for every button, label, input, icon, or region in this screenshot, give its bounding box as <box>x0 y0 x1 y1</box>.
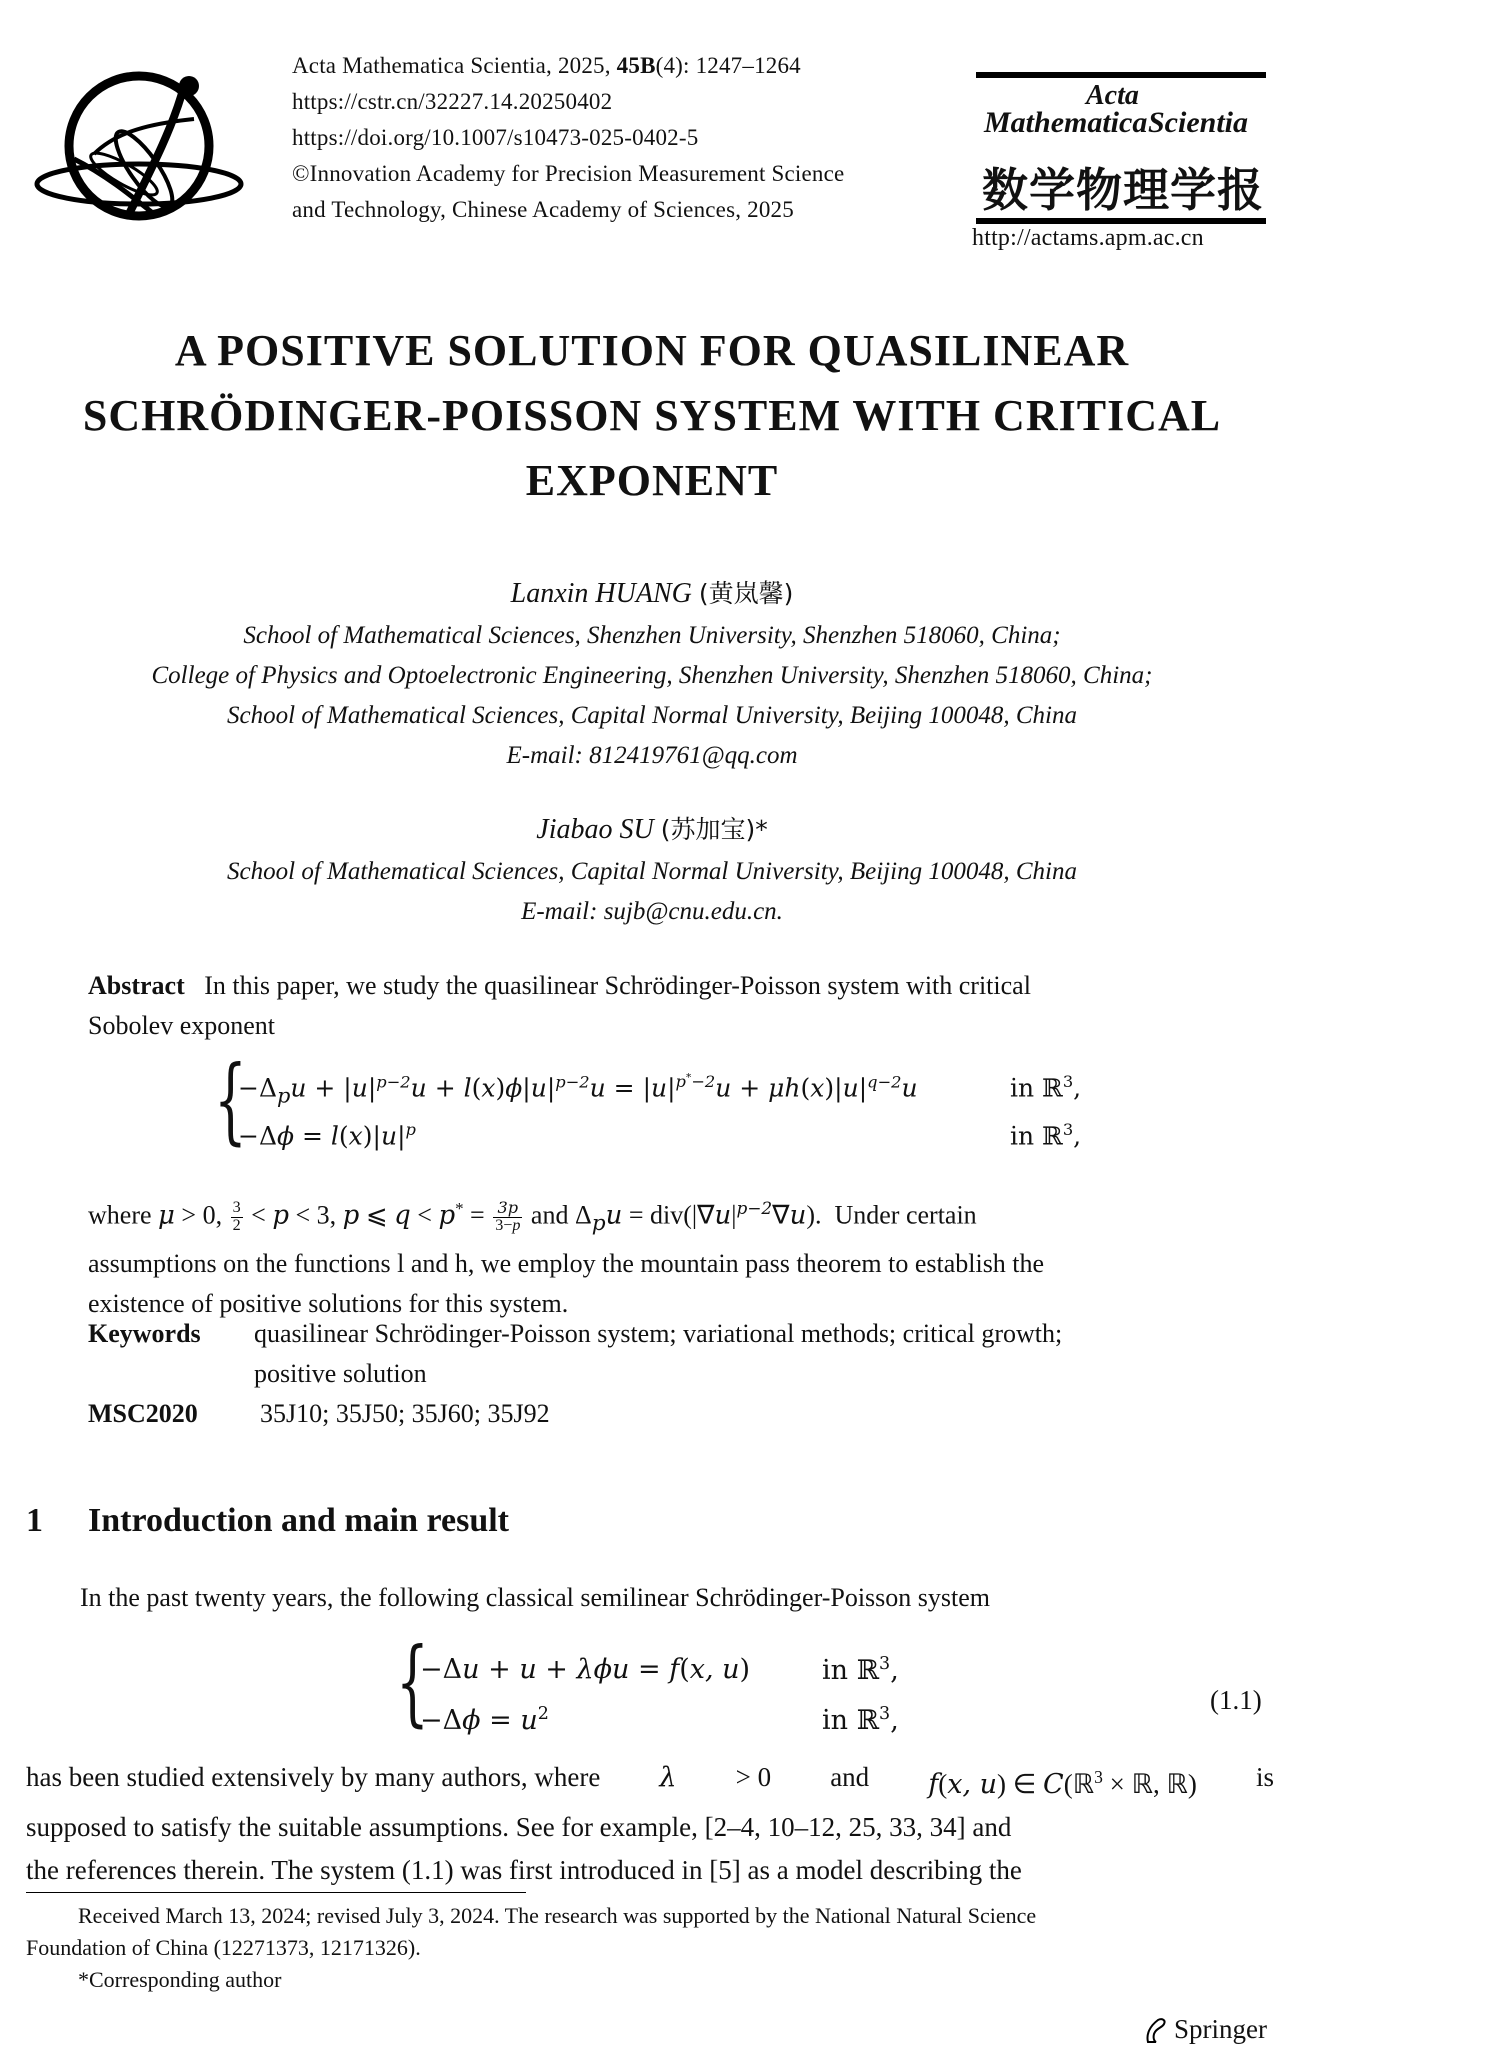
msc-value: 35J10; 35J50; 35J60; 35J92 <box>260 1399 550 1428</box>
cstr-link[interactable]: https://cstr.cn/32227.14.20250402 <box>292 89 613 114</box>
keywords-line1: quasilinear Schrödinger-Poisson system; variational methods; critical growth; <box>254 1319 1063 1348</box>
journal-pages: (4): 1247–1264 <box>655 53 801 78</box>
logo-latin-right: Scientia <box>1148 106 1249 139</box>
abstract-equation-2: $-\Delta\phi = l(x)|u|^p$ <box>238 1120 416 1151</box>
footnote-received <box>26 1900 1276 1996</box>
author-2-affiliations <box>0 852 1304 932</box>
intro-paragraph-2-line2: supposed to satisfy the suitable assumptions. See for example, [2–4, 10–12, 25, 33, 34] and <box>26 1812 1012 1842</box>
intro-paragraph-1: In the past twenty years, the following classical semilinear Schrödinger-Poisson system <box>80 1583 991 1612</box>
abstract-line2: Sobolev exponent <box>88 1011 276 1040</box>
footnote-corresponding: *Corresponding author <box>78 1967 282 1992</box>
logo-latin-left: Mathematica <box>984 106 1148 139</box>
journal-citation <box>292 48 801 84</box>
intro-paragraph-2-line3: the references therein. The system (1.1) was first introduced in [5] as a model describing the <box>26 1855 1022 1885</box>
journal-emblem <box>34 64 244 224</box>
publisher-name: Springer <box>1174 2014 1267 2044</box>
msc-label: MSC2020 <box>88 1399 198 1428</box>
journal-name: Acta Mathematica Scientia, 2025, <box>292 53 611 78</box>
section-title: Introduction and main result <box>88 1502 509 1539</box>
intro-paragraph-2: has been studied extensively by many authors, where λ > 0 and f(x, u) ∈ C(ℝ$^3$ × ℝ, ℝ) is supposed to satisfy the suitable assumptions. See for example, [2–4, 10–12, 25, 33, 34] and the references therein. The system (1.1) was first introduced in [5] as a model describing the <box>26 1756 1274 1892</box>
author-1-affiliation-1: School of Mathematical Sciences, Shenzhen University, Shenzhen 518060, China; <box>243 622 1061 649</box>
journal-website[interactable]: http://actams.apm.ac.cn <box>972 225 1204 251</box>
author-1-name: Lanxin HUANG (黄岚馨) <box>510 578 794 609</box>
author-2-email[interactable]: sujb@cnu.edu.cn. <box>603 898 783 925</box>
equation-number-1-1: (1.1) <box>1210 1685 1262 1715</box>
journal-logo <box>976 72 1266 224</box>
springer-logo <box>1142 2014 1267 2045</box>
author-1-affiliation-3: School of Mathematical Sciences, Capital Normal University, Beijing 100048, China <box>227 702 1077 729</box>
logo-chinese: 数学物理学报 <box>982 163 1264 217</box>
author-2-affiliation-1: School of Mathematical Sciences, Capital Normal University, Beijing 100048, China <box>227 858 1077 885</box>
keywords-label: Keywords <box>88 1319 201 1348</box>
paper-title <box>0 318 1304 513</box>
doi-link[interactable]: https://doi.org/10.1007/s10473-025-0402-5 <box>292 125 699 150</box>
keywords-value <box>254 1314 1224 1394</box>
author-2-name: Jiabao SU (苏加宝)* <box>536 814 768 845</box>
title-line3: EXPONENT <box>525 456 779 505</box>
author-2-email-line: E-mail: sujb@cnu.edu.cn. <box>521 898 783 925</box>
abstract-where: where μ > 0, $\frac{3}{2}$ < p < 3, p ⩽ q < p* = $\frac{3p}{3-p}$ and $\Delta_pu = div(|\nabla u|^{p-2}\nabla u)$. Under certain assumptions on the functions l and h, we employ the mountain pass theorem to establish the existence of positive solutions for this system. <box>88 1188 1224 1324</box>
title-line1: A POSITIVE SOLUTION FOR QUASILINEAR <box>174 326 1130 375</box>
abstract-where-line2: assumptions on the functions l and h, we employ the mountain pass theorem to establish the <box>88 1248 1045 1278</box>
logo-latin-acta: Acta <box>1086 80 1139 111</box>
system-1-1-equation-2: $-\Delta\phi = u^2$ <box>420 1704 549 1736</box>
footnote-received-line1: Received March 13, 2024; revised July 3, 2024. The research was supported by the National Natural Science <box>78 1903 1037 1928</box>
abstract-equation-2-domain: in ℝ$^3$, <box>1010 1120 1082 1151</box>
system-1-1-equation-1-domain: in ℝ$^3$, <box>822 1654 899 1686</box>
journal-volume: 45B <box>616 53 656 78</box>
system-1-1-equation-2-domain: in ℝ$^3$, <box>822 1704 899 1736</box>
footnote-received-line2: Foundation of China (12271373, 12171326). <box>26 1935 421 1960</box>
author-1-email[interactable]: 812419761@qq.com <box>589 742 798 769</box>
author-1-affiliations <box>0 616 1304 776</box>
abstract-equation-1: $-\Delta_pu + |u|^{p-2}u + l(x)\phi|u|^{p-2}u = |u|^{p^*-2}u + \mu h(x)|u|^{q-2}u$ <box>238 1072 918 1108</box>
author-1-email-line: E-mail: 812419761@qq.com <box>506 742 798 769</box>
springer-horse-icon <box>1142 2016 1168 2044</box>
copyright-line2: and Technology, Chinese Academy of Sciences, 2025 <box>292 197 794 222</box>
abstract-system-brace: { <box>214 1046 247 1155</box>
abstract-where-line3: existence of positive solutions for this system. <box>88 1288 569 1318</box>
abstract-label: Abstract <box>88 971 185 1000</box>
abstract-line1: In this paper, we study the quasilinear Schrödinger-Poisson system with critical <box>204 971 1031 1000</box>
system-1-1-brace: { <box>396 1628 429 1737</box>
footnote-rule <box>26 1892 526 1893</box>
author-1-affiliation-2: College of Physics and Optoelectronic Engineering, Shenzhen University, Shenzhen 518060, China; <box>151 662 1153 689</box>
section-number: 1 <box>26 1502 43 1539</box>
title-line2: SCHRÖDINGER-POISSON SYSTEM WITH CRITICAL <box>82 391 1222 440</box>
abstract-equation-1-domain: in ℝ$^3$, <box>1010 1072 1082 1103</box>
keywords-line2: positive solution <box>254 1359 427 1388</box>
abstract-intro <box>88 966 1224 1046</box>
copyright-line1: ©Innovation Academy for Precision Measurement Science <box>292 161 845 186</box>
system-1-1-equation-1: −Δu + u + λϕu = f(x, u) <box>420 1654 751 1685</box>
